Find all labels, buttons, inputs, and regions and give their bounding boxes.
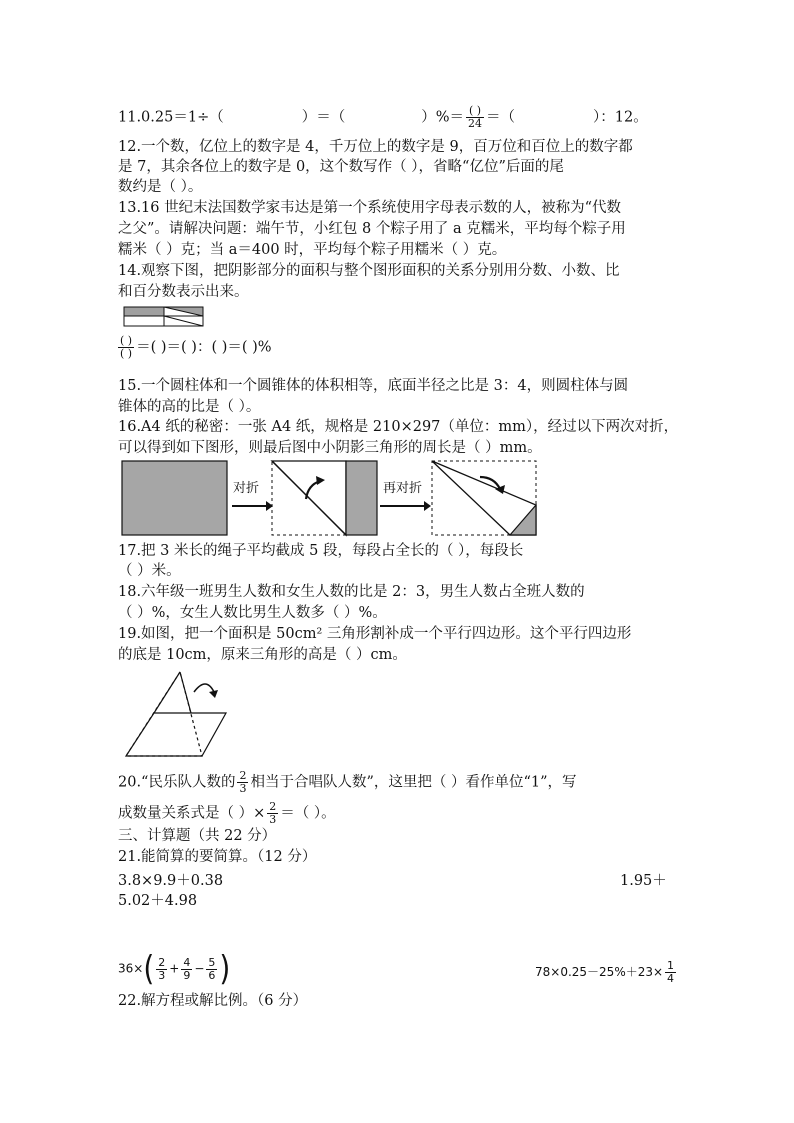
question-16-line-2: 可以得到如下图形，则最后图中小阴影三角形的周长是（ ）mm。 — [118, 440, 542, 456]
section-3-title: 三、计算题（共 22 分） — [118, 828, 277, 844]
question-14-line-1: 14.观察下图，把阴影部分的面积与整个图形面积的关系分别用分数、小数、比 — [118, 263, 620, 279]
expression-1: 3.8×9.9＋0.38 — [118, 873, 224, 889]
fraction-two-thirds: $\frac{2}{3}$ — [269, 800, 277, 826]
question-14-line-2: 和百分数表示出来。 — [118, 284, 249, 300]
question-12-line-2: 是 7，其余各位上的数字是 0，这个数写作（ ），省略“亿位”后面的尾 — [118, 159, 564, 175]
fold-arrow-label-2: 再对折 — [383, 481, 423, 496]
question-17-line-2: （ ）米。 — [118, 563, 181, 579]
shaded-rectangle-figure — [123, 306, 205, 328]
expression-4: 78×0.25－25%＋23× $\frac{1}{4}$ — [535, 959, 675, 985]
question-20-line-2: 成数量关系式是（ ）× $\frac{2}{3}$ ＝（ ）。 — [118, 800, 336, 826]
fold-arrow-label-1: 对折 — [233, 481, 260, 496]
question-19-line-1: 19.如图，把一个面积是 50cm² 三角形割补成一个平行四边形。这个平行四边形 — [118, 626, 632, 642]
fraction-blank-over-24: $\frac{( )}{24}$ — [468, 104, 483, 130]
question-13-line-3: 糯米（ ）克；当 a＝400 时，平均每个粽子用糯米（ ）克。 — [118, 242, 507, 258]
fraction: $\frac{4}{9}$ — [183, 955, 191, 982]
question-13-line-1: 13.16 世纪末法国数学家韦达是第一个系统使用字母表示数的人，被称为“代数 — [118, 200, 622, 216]
question-20-line-1: 20.“民乐队人数的 $\frac{2}{3}$ 相当于合唱队人数”，这里把（ ）看作单位“1”，写 — [118, 769, 577, 795]
question-18-line-2: （ ）%，女生人数比男生人数多（ ）%。 — [118, 605, 387, 621]
question-16-line-1: 16.A4 纸的秘密：一张 A4 纸，规格是 210×297（单位：mm），经过以下两次对折， — [118, 419, 679, 435]
expression-2-part-2: 5.02＋4.98 — [118, 893, 198, 909]
question-15-line-2: 锥体的高的比是（ ）。 — [118, 399, 261, 415]
question-14-answer: $\frac{( )}{( )}$ ＝( )＝( )：( )＝( )% — [120, 334, 272, 360]
fraction-two-thirds: $\frac{2}{3}$ — [239, 769, 247, 795]
fraction: $\frac{5}{6}$ — [208, 955, 216, 982]
question-18-line-1: 18.六年级一班男生人数和女生人数的比是 2：3，男生人数占全班人数的 — [118, 584, 585, 600]
expression-3: 36×( $\frac{2}{3}$ + $\frac{4}{9}$ − $\frac{5}{6}$ ) — [118, 948, 231, 989]
question-22-title: 22.解方程或解比例。（6 分） — [118, 993, 308, 1009]
fraction: $\frac{1}{4}$ — [667, 959, 675, 985]
question-21-title: 21.能简算的要简算。（12 分） — [118, 849, 317, 865]
question-13-line-2: 之父”。请解决问题：端午节，小红包 8 个粽子用了 a 克糯米，平均每个粽子用 — [118, 221, 626, 237]
question-19-line-2: 的底是 10cm，原来三角形的高是（ ）cm。 — [118, 647, 407, 663]
expression-2-part-1: 1.95＋ — [620, 873, 667, 889]
fraction-blank: $\frac{( )}{( )}$ — [120, 334, 133, 360]
fraction: $\frac{2}{3}$ — [158, 955, 166, 982]
question-11: 11.0.25＝1÷（ ）＝（ ）%＝ $\frac{( )}{24}$ ＝（ ）：12。 — [118, 104, 648, 130]
question-17-line-1: 17.把 3 米长的绳子平均截成 5 段，每段占全长的（ ），每段长 — [118, 543, 524, 559]
question-12-line-1: 12.一个数，亿位上的数字是 4，千万位上的数字是 9，百万位和百位上的数字都 — [118, 139, 633, 155]
triangle-parallelogram-figure — [122, 668, 234, 760]
question-15-line-1: 15.一个圆柱体和一个圆锥体的体积相等，底面半径之比是 3：4，则圆柱体与圆 — [118, 378, 629, 394]
question-12-line-3: 数约是（ ）。 — [118, 179, 203, 195]
a4-folding-figure — [120, 459, 540, 539]
